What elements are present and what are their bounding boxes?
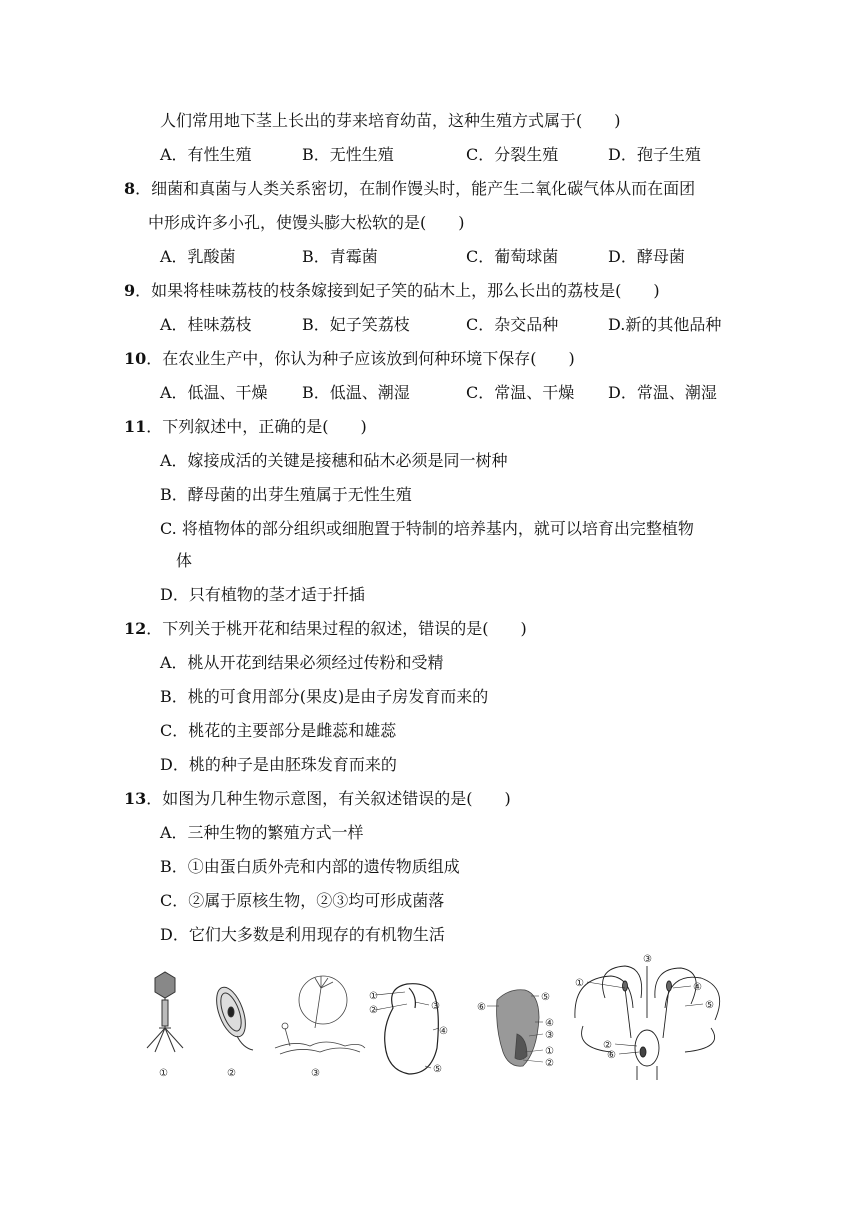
bean-label-1: ① xyxy=(369,991,378,1002)
bean-label-4: ④ xyxy=(439,1026,448,1037)
q7-option-c: C．分裂生殖 xyxy=(466,145,559,164)
q13-stem xyxy=(124,788,511,810)
flower-label-2: ② xyxy=(603,1040,612,1051)
corn-label-4: ④ xyxy=(545,1018,554,1029)
q7-option-d: D．孢子生殖 xyxy=(608,145,701,164)
q9-stem-text: ．如果将桂味荔枝的枝条嫁接到妃子笑的砧木上，那么长出的荔枝是( ) xyxy=(135,281,660,300)
q12-option-b: B．桃的可食用部分(果皮)是由子房发育而来的 xyxy=(160,687,489,706)
q7-option-a: A．有性生殖 xyxy=(160,145,252,164)
q13-number: 13 xyxy=(124,789,147,808)
q13-option-d: D．它们大多数是利用现存的有机物生活 xyxy=(160,925,445,944)
flower-label-5: ⑤ xyxy=(705,1000,714,1011)
corn-label-6: ⑥ xyxy=(477,1002,486,1013)
corn-label-5: ⑤ xyxy=(541,992,550,1003)
figure-svg xyxy=(125,948,745,1088)
corn-label-1: ① xyxy=(545,1046,554,1057)
figure-label-1: ① xyxy=(159,1068,168,1079)
bean-seed-drawing xyxy=(375,984,439,1074)
q10-option-d: D．常温、潮湿 xyxy=(608,383,717,402)
q10-option-b: B．低温、潮湿 xyxy=(302,383,410,402)
q8-stem-line1: ．细菌和真菌与人类关系密切，在制作馒头时，能产生二氧化碳气体从而在面团 xyxy=(135,179,696,198)
q12-stem xyxy=(124,618,527,640)
figure-label-3: ③ xyxy=(311,1068,320,1079)
q12-option-a: A．桃从开花到结果必须经过传粉和受精 xyxy=(160,653,444,672)
q9-option-a: A．桂味荔枝 xyxy=(160,315,252,334)
q11-option-d: D．只有植物的茎才适于扦插 xyxy=(160,585,365,604)
q11-stem xyxy=(124,416,367,438)
q8-option-b: B．青霉菌 xyxy=(302,247,378,266)
q8-stem-line2: 中形成许多小孔，使馒头膨大松软的是( ) xyxy=(148,213,465,232)
bacterium-drawing xyxy=(211,983,253,1050)
flower-label-1: ① xyxy=(575,978,584,989)
q8-option-c: C．葡萄球菌 xyxy=(466,247,559,266)
bean-label-5: ⑤ xyxy=(433,1064,442,1075)
q13-option-a: A．三种生物的繁殖方式一样 xyxy=(160,823,364,842)
q11-stem-text: ．下列叙述中，正确的是( ) xyxy=(146,417,367,436)
q7-option-b: B．无性生殖 xyxy=(302,145,394,164)
organisms-figure xyxy=(125,948,745,1088)
q7-stem: 人们常用地下茎上长出的芽来培育幼苗，这种生殖方式属于( ) xyxy=(160,111,621,130)
mold-drawing xyxy=(275,976,365,1054)
flower-label-6: ⑥ xyxy=(607,1050,616,1061)
figure-label-2: ② xyxy=(227,1068,236,1079)
q9-option-b: B．妃子笑荔枝 xyxy=(302,315,410,334)
q11-option-c: C. 将植物体的部分组织或细胞置于特制的培养基内，就可以培育出完整植物 xyxy=(160,519,694,538)
q8-option-a: A．乳酸菌 xyxy=(160,247,236,266)
bacteriophage-drawing xyxy=(147,972,183,1052)
corn-kernel-drawing xyxy=(487,990,543,1067)
q13-option-b: B．①由蛋白质外壳和内部的遗传物质组成 xyxy=(160,857,460,876)
q11-option-c-cont: 体 xyxy=(176,551,193,570)
q12-stem-text: ．下列关于桃开花和结果过程的叙述，错误的是( ) xyxy=(146,619,527,638)
q10-stem-text: ．在农业生产中，你认为种子应该放到何种环境下保存( ) xyxy=(146,349,575,368)
q10-stem xyxy=(124,348,575,370)
bean-label-2: ② xyxy=(369,1005,378,1016)
flower-label-3: ③ xyxy=(643,954,652,965)
q9-option-c: C．杂交品种 xyxy=(466,315,559,334)
q9-stem xyxy=(124,280,660,302)
q12-option-d: D．桃的种子是由胚珠发育而来的 xyxy=(160,755,397,774)
q8-number: 8 xyxy=(124,179,136,198)
q10-option-c: C．常温、干燥 xyxy=(466,383,575,402)
corn-label-2: ② xyxy=(545,1058,554,1069)
q8-stem xyxy=(124,178,695,200)
q12-option-c: C．桃花的主要部分是雌蕊和雄蕊 xyxy=(160,721,397,740)
corn-label-3: ③ xyxy=(545,1030,554,1041)
q9-number: 9 xyxy=(124,281,136,300)
q9-option-d: D.新的其他品种 xyxy=(608,315,722,334)
q8-option-d: D．酵母菌 xyxy=(608,247,685,266)
q10-option-a: A．低温、干燥 xyxy=(160,383,268,402)
flower-label-4: ④ xyxy=(693,982,702,993)
q11-option-b: B．酵母菌的出芽生殖属于无性生殖 xyxy=(160,485,412,504)
q11-option-a: A．嫁接成活的关键是接穗和砧木必须是同一树种 xyxy=(160,451,508,470)
q11-number: 11 xyxy=(124,417,147,436)
q13-option-c: C．②属于原核生物，②③均可形成菌落 xyxy=(160,891,445,910)
q10-number: 10 xyxy=(124,349,147,368)
q12-number: 12 xyxy=(124,619,147,638)
q13-stem-text: ．如图为几种生物示意图，有关叙述错误的是( ) xyxy=(146,789,511,808)
bean-label-3: ③ xyxy=(431,1001,440,1012)
